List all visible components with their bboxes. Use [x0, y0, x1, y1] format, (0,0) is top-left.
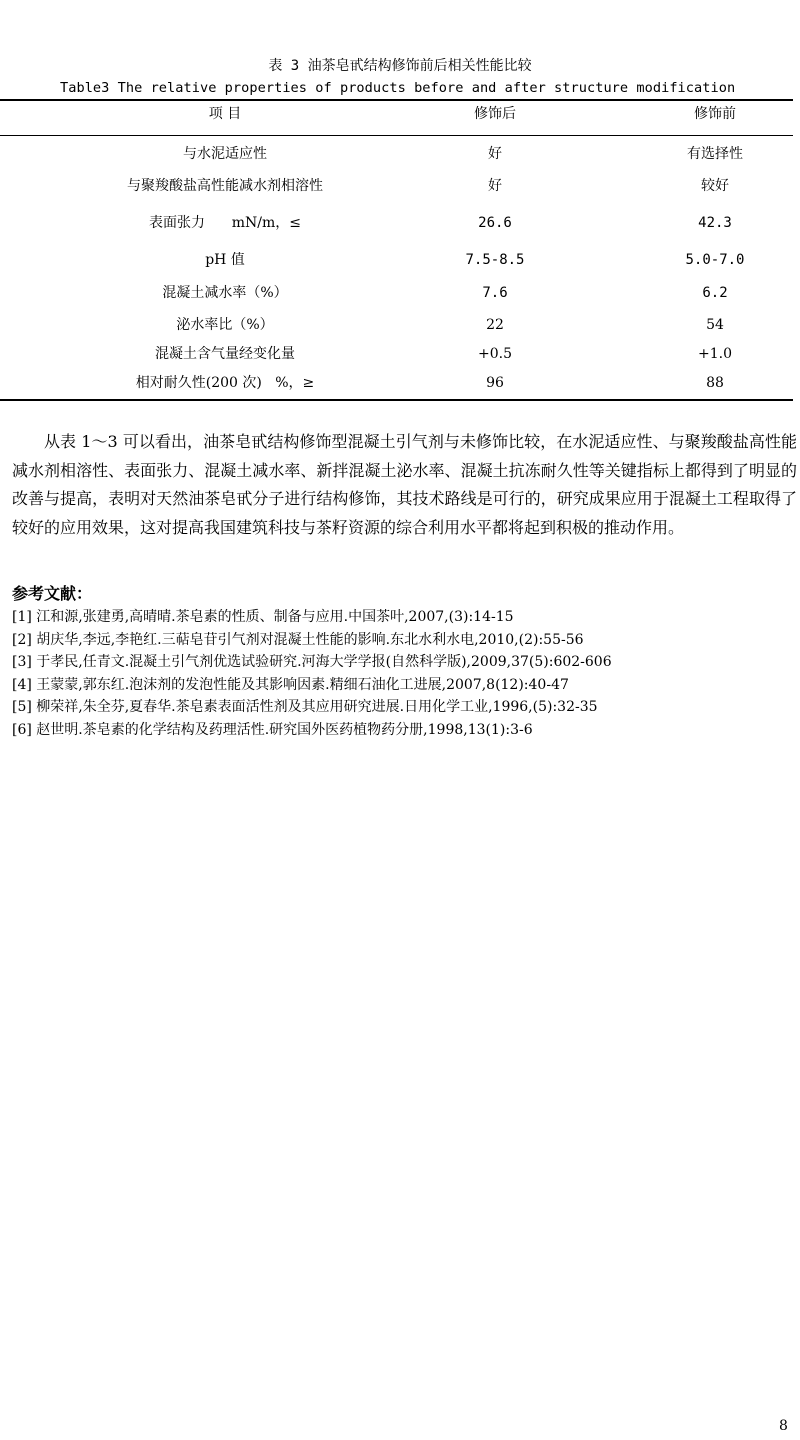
- reference-item: [1] 江和源,张建勇,高晴晴.茶皂素的性质、制备与应用.中国茶叶,2007,(3):14-15: [12, 609, 514, 625]
- table-cell-before: 6.2: [702, 285, 728, 301]
- table-cell-after: 26.6: [478, 215, 512, 231]
- table-cell-after: 7.6: [482, 285, 508, 301]
- reference-list: [12, 606, 797, 741]
- table-header-before: 修饰前: [694, 106, 736, 122]
- table-cell-property: pH 值: [205, 252, 245, 268]
- table-header-item: 项 目: [208, 106, 242, 122]
- table-caption-en: Table3 The relative properties of products before and after structure modification: [60, 80, 736, 96]
- references-title: 参考文献：: [12, 584, 93, 603]
- reference-item: [6] 赵世明.茶皂素的化学结构及药理活性.研究国外医药植物药分册,1998,13(1):3-6: [12, 721, 533, 738]
- table-caption-cn: 表 3 油茶皂甙结构修饰前后相关性能比较: [268, 58, 532, 74]
- table-cell-before: 5.0-7.0: [685, 252, 745, 268]
- table-header-rule: [0, 135, 793, 136]
- body-paragraph: 从表 1～3 可以看出，油茶皂甙结构修饰型混凝土引气剂与未修饰比较，在水泥适应性、与聚羧酸盐高性能减水剂相溶性、表面张力、混凝土减水率、新拌混凝土泌水率、混凝土抗冻耐久性等关键指标上都得到了明显的改善与提高，表明对天然油茶皂甙分子进行结构修饰，其技术路线是可行的，研究成果应用于混凝土工程取得了较好的应用效果，这对提高我国建筑科技与茶籽资源的综合利用水平都将起到积极的推动作用。: [12, 432, 797, 537]
- reference-item: [2] 胡庆华,李远,李艳红.三萜皂苷引气剂对混凝土性能的影响.东北水利水电,2010,(2):55-56: [12, 631, 584, 648]
- reference-item: [5] 柳荣祥,朱全芬,夏春华.茶皂素表面活性剂及其应用研究进展.日用化学工业,1996,(5):32-35: [12, 699, 598, 715]
- table-cell-after: 7.5-8.5: [465, 252, 525, 268]
- table-top-rule: [0, 99, 793, 101]
- reference-item: [4] 王蒙蒙,郭东红.泡沫剂的发泡性能及其影响因素.精细石油化工进展,2007,8(12):40-47: [12, 676, 569, 693]
- table-cell-after: +0.5: [478, 346, 512, 362]
- table-cell-before: +1.0: [698, 346, 732, 362]
- table-cell-property: 与水泥适应性: [183, 146, 267, 162]
- table-cell-after: 好: [488, 146, 502, 162]
- table-cell-property: 泌水率比（%）: [176, 317, 274, 333]
- table-cell-property: 相对耐久性(200 次) %，≥: [135, 375, 315, 391]
- table-cell-property: 混凝土含气量经变化量: [155, 346, 295, 362]
- table-cell-before: 42.3: [698, 215, 732, 231]
- table-cell-after: 好: [488, 178, 502, 194]
- table-bottom-rule: [0, 399, 793, 401]
- table-cell-before: 54: [706, 317, 724, 333]
- table-cell-property: 混凝土减水率（%）: [162, 285, 288, 301]
- table-cell-property: 表面张力 mN/m，≤: [149, 215, 301, 231]
- table-cell-after: 22: [486, 317, 504, 333]
- table-cell-property: 与聚羧酸盐高性能减水剂相溶性: [127, 178, 323, 194]
- table-cell-before: 88: [706, 375, 724, 391]
- table-header-after: 修饰后: [474, 106, 516, 122]
- table-cell-before: 较好: [701, 178, 729, 194]
- table-cell-after: 96: [486, 375, 504, 391]
- page-number: 8: [779, 1418, 788, 1434]
- table-cell-before: 有选择性: [687, 146, 743, 162]
- reference-item: [3] 于孝民,任青文.混凝土引气剂优选试验研究.河海大学学报(自然科学版),2009,37(5):602-606: [12, 654, 612, 670]
